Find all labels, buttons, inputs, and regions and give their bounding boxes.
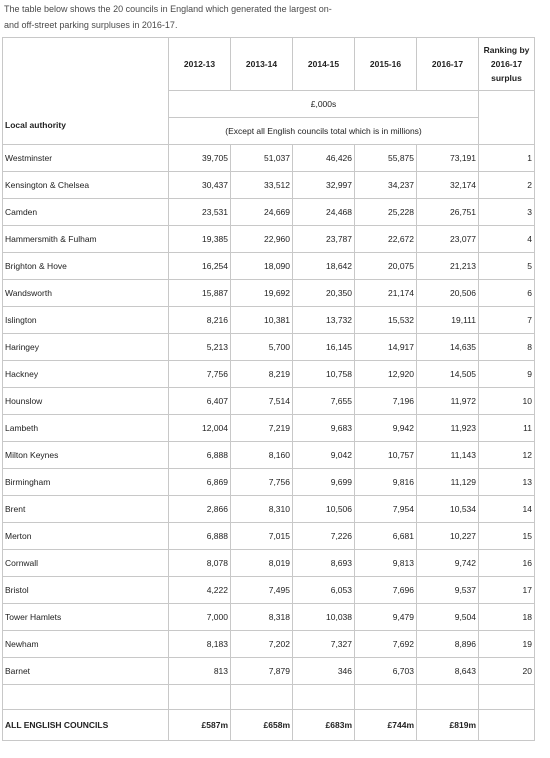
surplus-value: 15,532 — [355, 307, 417, 334]
surplus-value: 46,426 — [293, 145, 355, 172]
table-row — [3, 415, 535, 442]
authority-name: Westminster — [3, 145, 169, 172]
surplus-value: 20,350 — [293, 280, 355, 307]
table-row — [3, 442, 535, 469]
surplus-value: 11,923 — [417, 415, 479, 442]
surplus-value: 6,888 — [169, 523, 231, 550]
surplus-value: 9,479 — [355, 604, 417, 631]
authority-name: Lambeth — [3, 415, 169, 442]
surplus-value: 23,077 — [417, 226, 479, 253]
header-year-3: 2014-15 — [293, 38, 355, 91]
surplus-value: 10,758 — [293, 361, 355, 388]
header-row — [3, 38, 535, 91]
surplus-value: 73,191 — [417, 145, 479, 172]
intro-text — [4, 1, 534, 33]
authority-name: Hammersmith & Fulham — [3, 226, 169, 253]
total-value: £658m — [231, 710, 293, 741]
surplus-value: 23,787 — [293, 226, 355, 253]
authority-name: Birmingham — [3, 469, 169, 496]
surplus-value: 15,887 — [169, 280, 231, 307]
surplus-value: 8,219 — [231, 361, 293, 388]
rank-value: 16 — [479, 550, 535, 577]
header-ranking-line-3: surplus — [491, 73, 522, 83]
surplus-value: 11,143 — [417, 442, 479, 469]
surplus-value: 20,506 — [417, 280, 479, 307]
surplus-value: 7,756 — [169, 361, 231, 388]
surplus-value: 24,669 — [231, 199, 293, 226]
rank-value: 20 — [479, 658, 535, 685]
total-value: £587m — [169, 710, 231, 741]
surplus-value: 32,174 — [417, 172, 479, 199]
rank-value: 6 — [479, 280, 535, 307]
surplus-value: 7,015 — [231, 523, 293, 550]
surplus-value: 26,751 — [417, 199, 479, 226]
authority-name: Haringey — [3, 334, 169, 361]
surplus-value: 6,703 — [355, 658, 417, 685]
authority-name: Newham — [3, 631, 169, 658]
authority-name: Hounslow — [3, 388, 169, 415]
surplus-value: 9,683 — [293, 415, 355, 442]
surplus-value: 7,696 — [355, 577, 417, 604]
authority-name: Hackney — [3, 361, 169, 388]
header-year-2: 2013-14 — [231, 38, 293, 91]
surplus-value: 6,869 — [169, 469, 231, 496]
surplus-value: 7,219 — [231, 415, 293, 442]
authority-name: Islington — [3, 307, 169, 334]
table-row — [3, 334, 535, 361]
table-row — [3, 172, 535, 199]
authority-name: Bristol — [3, 577, 169, 604]
surplus-value: 10,038 — [293, 604, 355, 631]
table-row — [3, 361, 535, 388]
rank-value: 10 — [479, 388, 535, 415]
table-row — [3, 523, 535, 550]
header-year-4: 2015-16 — [355, 38, 417, 91]
surplus-value: 22,672 — [355, 226, 417, 253]
surplus-value: 10,227 — [417, 523, 479, 550]
authority-name: Merton — [3, 523, 169, 550]
table-row — [3, 577, 535, 604]
surplus-value: 9,042 — [293, 442, 355, 469]
surplus-value: 6,053 — [293, 577, 355, 604]
surplus-value: 23,531 — [169, 199, 231, 226]
surplus-value: 30,437 — [169, 172, 231, 199]
rank-value: 17 — [479, 577, 535, 604]
surplus-value: 8,310 — [231, 496, 293, 523]
surplus-value: 8,183 — [169, 631, 231, 658]
header-year-5: 2016-17 — [417, 38, 479, 91]
surplus-value: 22,960 — [231, 226, 293, 253]
surplus-value: 7,756 — [231, 469, 293, 496]
surplus-value: 11,129 — [417, 469, 479, 496]
total-value: £683m — [293, 710, 355, 741]
surplus-value: 21,213 — [417, 253, 479, 280]
surplus-value: 55,875 — [355, 145, 417, 172]
surplus-value: 24,468 — [293, 199, 355, 226]
surplus-value: 19,692 — [231, 280, 293, 307]
surplus-value: 16,145 — [293, 334, 355, 361]
surplus-value: 7,954 — [355, 496, 417, 523]
rank-value: 15 — [479, 523, 535, 550]
rank-value: 9 — [479, 361, 535, 388]
authority-name: Kensington & Chelsea — [3, 172, 169, 199]
table-row — [3, 496, 535, 523]
table-row — [3, 388, 535, 415]
surplus-value: 11,972 — [417, 388, 479, 415]
table-row — [3, 604, 535, 631]
surplus-value: 8,019 — [231, 550, 293, 577]
intro-line-2: and off-street parking surpluses in 2016-17. — [4, 20, 178, 30]
surplus-value: 8,216 — [169, 307, 231, 334]
surplus-value: 7,495 — [231, 577, 293, 604]
surplus-value: 12,920 — [355, 361, 417, 388]
surplus-value: 5,213 — [169, 334, 231, 361]
surplus-value: 8,693 — [293, 550, 355, 577]
surplus-value: 813 — [169, 658, 231, 685]
unit-rank-blank — [479, 91, 535, 145]
authority-name: Camden — [3, 199, 169, 226]
authority-name: Brighton & Hove — [3, 253, 169, 280]
surplus-value: 10,506 — [293, 496, 355, 523]
surplus-value: 8,078 — [169, 550, 231, 577]
surplus-value: 19,385 — [169, 226, 231, 253]
surplus-value: 9,742 — [417, 550, 479, 577]
table-row — [3, 145, 535, 172]
surplus-value: 14,917 — [355, 334, 417, 361]
surplus-value: 7,226 — [293, 523, 355, 550]
table-row — [3, 550, 535, 577]
rank-value: 11 — [479, 415, 535, 442]
surplus-value: 7,879 — [231, 658, 293, 685]
authority-name: Barnet — [3, 658, 169, 685]
surplus-value: 9,699 — [293, 469, 355, 496]
rank-value: 8 — [479, 334, 535, 361]
surplus-value: 2,866 — [169, 496, 231, 523]
rank-value: 1 — [479, 145, 535, 172]
rank-value: 18 — [479, 604, 535, 631]
unit-label: £,000s — [169, 91, 479, 118]
surplus-value: 39,705 — [169, 145, 231, 172]
surplus-value: 6,407 — [169, 388, 231, 415]
surplus-value: 9,504 — [417, 604, 479, 631]
unit-note: (Except all English councils total which is in millions) — [169, 118, 479, 145]
header-ranking-line-2: 2016-17 — [490, 59, 523, 69]
surplus-value: 18,642 — [293, 253, 355, 280]
surplus-value: 7,655 — [293, 388, 355, 415]
total-value: £744m — [355, 710, 417, 741]
surplus-value: 14,635 — [417, 334, 479, 361]
surplus-value: 10,534 — [417, 496, 479, 523]
surplus-value: 13,732 — [293, 307, 355, 334]
surplus-value: 25,228 — [355, 199, 417, 226]
surplus-value: 33,512 — [231, 172, 293, 199]
surplus-value: 9,816 — [355, 469, 417, 496]
spacer-row — [3, 685, 535, 710]
surplus-value: 5,700 — [231, 334, 293, 361]
rank-value: 7 — [479, 307, 535, 334]
table-row — [3, 199, 535, 226]
table-row — [3, 469, 535, 496]
total-value: £819m — [417, 710, 479, 741]
surplus-value: 6,681 — [355, 523, 417, 550]
rank-value: 12 — [479, 442, 535, 469]
surplus-value: 6,888 — [169, 442, 231, 469]
header-ranking-line-1: Ranking by — [483, 45, 530, 55]
rank-value: 4 — [479, 226, 535, 253]
intro-line-1: The table below shows the 20 councils in England which generated the largest on- — [4, 4, 332, 14]
rank-value: 19 — [479, 631, 535, 658]
surplus-value: 16,254 — [169, 253, 231, 280]
surplus-value: 9,537 — [417, 577, 479, 604]
surplus-value: 10,381 — [231, 307, 293, 334]
surplus-value: 51,037 — [231, 145, 293, 172]
table-row — [3, 307, 535, 334]
authority-name: Wandsworth — [3, 280, 169, 307]
table-row — [3, 280, 535, 307]
authority-name: Brent — [3, 496, 169, 523]
table-body — [3, 145, 535, 685]
surplus-value: 7,514 — [231, 388, 293, 415]
header-year-1: 2012-13 — [169, 38, 231, 91]
surplus-value: 4,222 — [169, 577, 231, 604]
rank-value: 5 — [479, 253, 535, 280]
surplus-value: 7,000 — [169, 604, 231, 631]
header-ranking — [479, 38, 535, 91]
authority-name: Milton Keynes — [3, 442, 169, 469]
rank-value: 3 — [479, 199, 535, 226]
total-rank — [479, 710, 535, 741]
table-row — [3, 253, 535, 280]
table-row — [3, 226, 535, 253]
surplus-value: 8,643 — [417, 658, 479, 685]
surplus-value: 14,505 — [417, 361, 479, 388]
surplus-value: 9,942 — [355, 415, 417, 442]
surplus-value: 12,004 — [169, 415, 231, 442]
total-row — [3, 710, 535, 741]
surplus-value: 32,997 — [293, 172, 355, 199]
total-name: ALL ENGLISH COUNCILS — [3, 710, 169, 741]
rank-value: 2 — [479, 172, 535, 199]
surplus-value: 8,896 — [417, 631, 479, 658]
rank-value: 14 — [479, 496, 535, 523]
surplus-value: 10,757 — [355, 442, 417, 469]
header-local-authority: Local authority — [3, 38, 169, 145]
surplus-value: 19,111 — [417, 307, 479, 334]
rank-value: 13 — [479, 469, 535, 496]
surplus-value: 8,160 — [231, 442, 293, 469]
surplus-value: 7,202 — [231, 631, 293, 658]
surplus-value: 346 — [293, 658, 355, 685]
table-row — [3, 658, 535, 685]
surplus-value: 7,196 — [355, 388, 417, 415]
parking-surplus-table — [2, 37, 535, 741]
authority-name: Tower Hamlets — [3, 604, 169, 631]
authority-name: Cornwall — [3, 550, 169, 577]
surplus-value: 34,237 — [355, 172, 417, 199]
table-row — [3, 631, 535, 658]
surplus-value: 9,813 — [355, 550, 417, 577]
surplus-value: 18,090 — [231, 253, 293, 280]
surplus-value: 8,318 — [231, 604, 293, 631]
surplus-value: 7,692 — [355, 631, 417, 658]
surplus-value: 7,327 — [293, 631, 355, 658]
surplus-value: 20,075 — [355, 253, 417, 280]
surplus-value: 21,174 — [355, 280, 417, 307]
